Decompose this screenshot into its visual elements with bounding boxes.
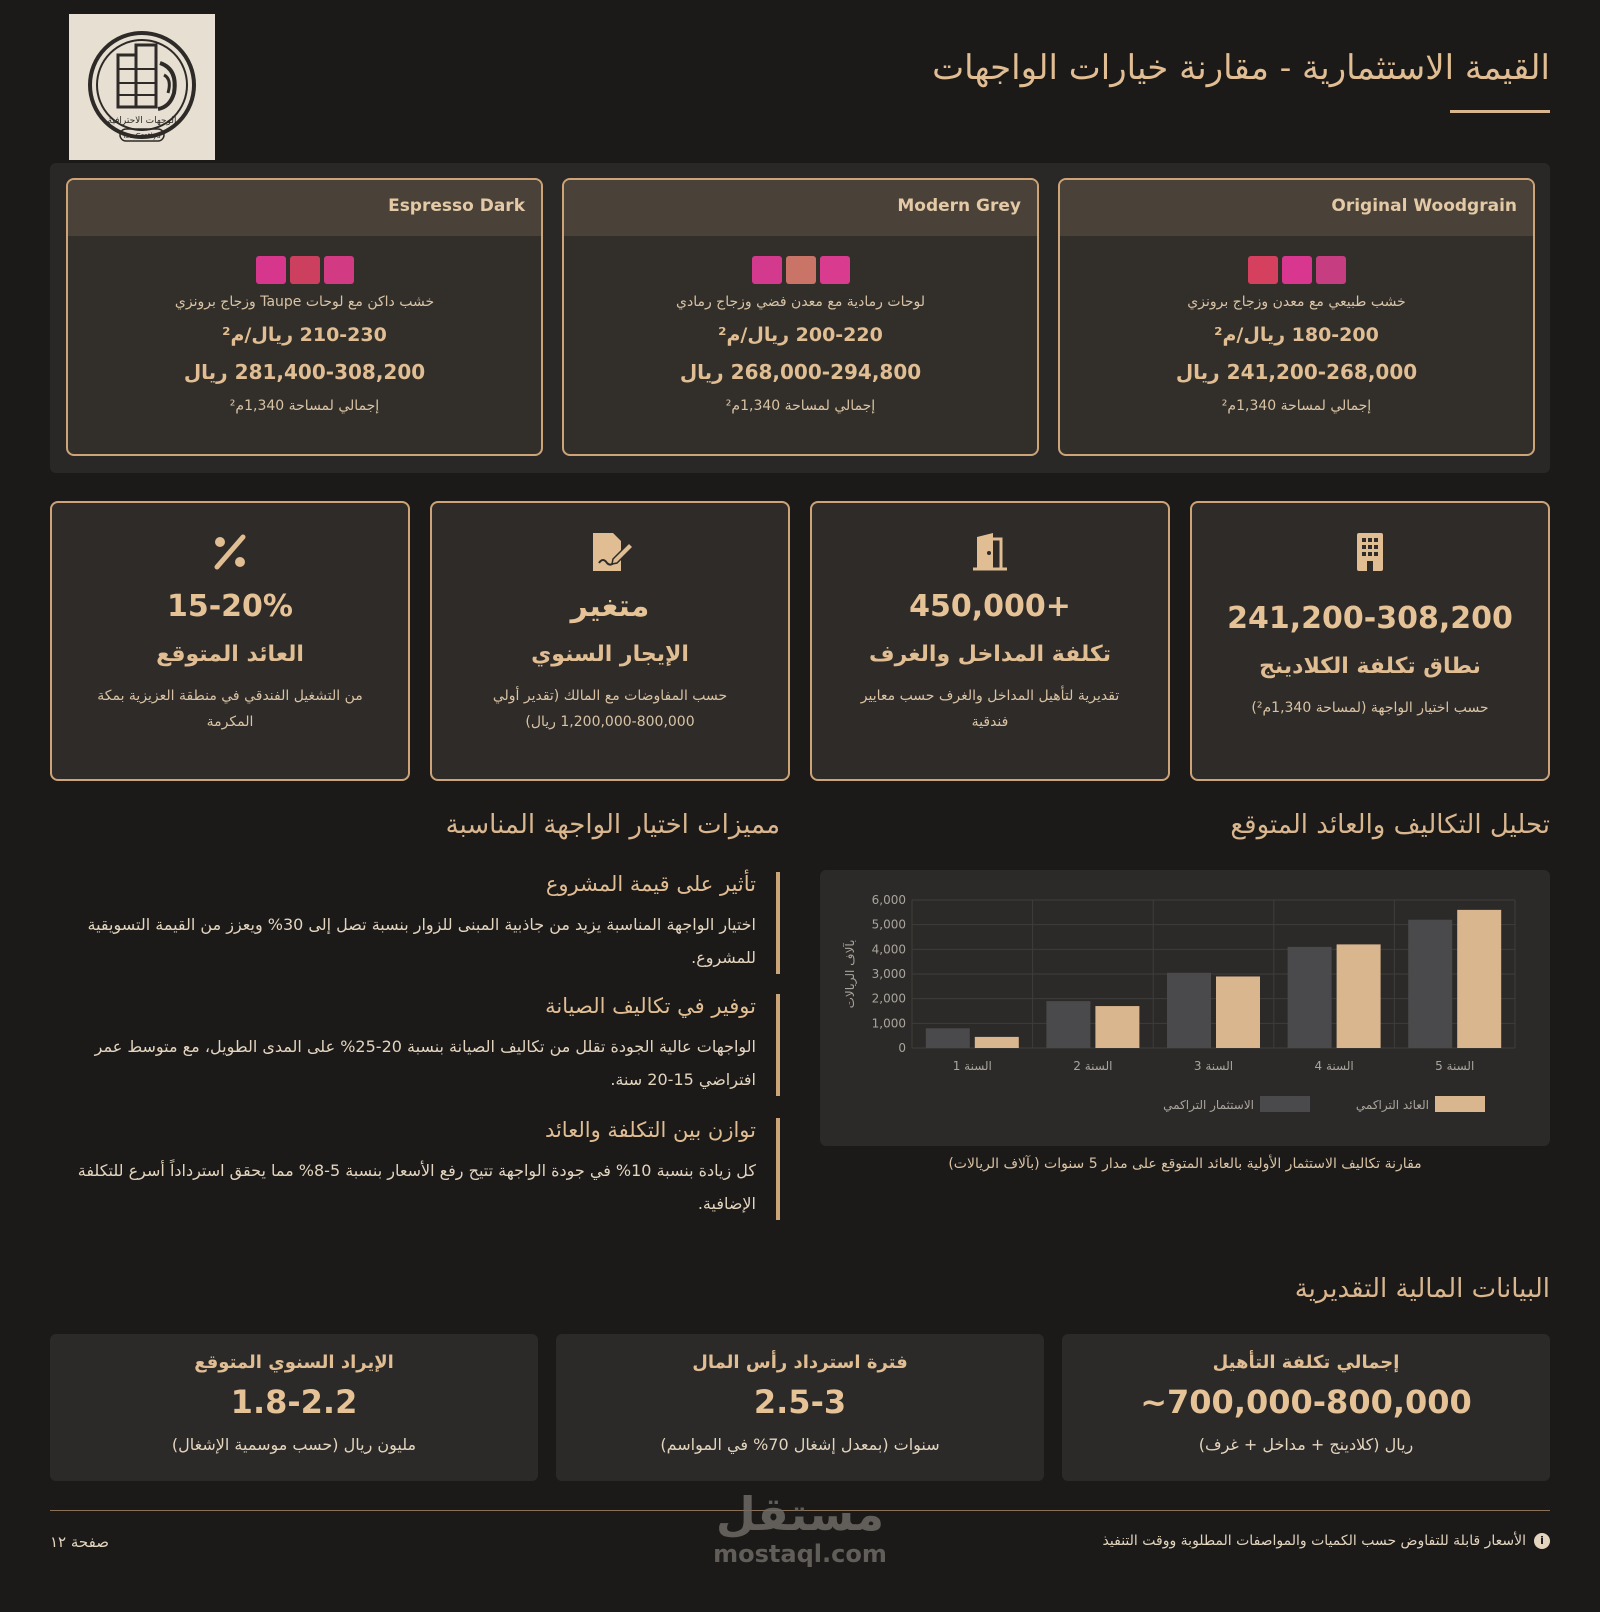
title-underline: [1450, 110, 1550, 113]
y-axis-label: بآلاف الريالات: [843, 939, 857, 1009]
kpi-value: متغير: [570, 589, 650, 624]
fin-label: فترة استرداد رأس المال: [692, 1352, 908, 1373]
fin-description: سنوات (بمعدل إشغال 70% في المواسم): [660, 1435, 940, 1454]
benefits-title: مميزات اختيار الواجهة المناسبة: [445, 810, 780, 840]
fin-value: 2.5-3: [753, 1383, 847, 1421]
analysis-title: تحليل التكاليف والعائد المتوقع: [1230, 810, 1550, 840]
cost-return-chart: [820, 870, 1550, 1146]
y-tick-label: 0: [898, 1041, 906, 1055]
x-tick-label: السنة 5: [1435, 1059, 1475, 1073]
facade-rate: 200-220 ريال/م²: [718, 324, 883, 346]
y-tick-label: 4,000: [871, 942, 906, 957]
contract-icon: [432, 529, 788, 579]
kpi-expected-return: [50, 501, 410, 781]
bar: [1095, 1006, 1139, 1048]
kpi-description: تقديرية لتأهيل المداخل والغرف حسب معايير فندقية: [860, 688, 1120, 730]
benefit-title: توازن بين التكلفة والعائد: [544, 1118, 756, 1142]
y-tick-label: 2,000: [871, 991, 906, 1006]
legend-label: الاستثمار التراكمي: [1163, 1098, 1254, 1112]
benefit-title: توفير في تكاليف الصيانة: [545, 994, 756, 1018]
bar: [1167, 973, 1211, 1048]
kpi-description: حسب اختيار الواجهة (لمساحة 1,340م²): [1251, 700, 1489, 716]
facade-note: إجمالي لمساحة 1,340م²: [229, 398, 380, 414]
legend-swatch: [1435, 1096, 1485, 1112]
kpi-label: تكلفة المداخل والغرف: [869, 642, 1111, 667]
watermark-url: mostaql.com: [713, 1540, 887, 1568]
facade-name: Modern Grey: [564, 180, 1037, 236]
benefit-text: الواجهات عالية الجودة تقلل من تكاليف الصيانة بنسبة 20-25% على المدى الطويل، مع متوسط عمر افتراضي 15-20 سنة.: [94, 1037, 756, 1089]
facade-description: خشب طبيعي مع معدن وزجاج برونزي: [1187, 294, 1406, 310]
color-swatches: [68, 256, 541, 284]
color-swatch: [1248, 256, 1278, 284]
benefit-item: [60, 994, 780, 1096]
fin-description: مليون ريال (حسب موسمية الإشغال): [171, 1435, 417, 1454]
chart-caption: مقارنة تكاليف الاستثمار الأولية بالعائد المتوقع على مدار 5 سنوات (بآلاف الريالات): [948, 1156, 1422, 1172]
kpi-value: 241,200-308,200: [1227, 601, 1513, 636]
legend-swatch: [1260, 1096, 1310, 1112]
kpi-value: +450,000: [909, 589, 1071, 624]
svg-text:iso Gretlys: iso Gretlys: [123, 132, 161, 140]
fin-description: ريال (كلادينج + مداخل + غرف): [1198, 1435, 1414, 1454]
color-swatch: [290, 256, 320, 284]
color-swatch: [256, 256, 286, 284]
benefit-text: كل زيادة بنسبة 10% في جودة الواجهة تتيح رفع الأسعار بنسبة 5-8% مما يحقق استرداداً أسرع للتكلفة الإضافية.: [77, 1161, 756, 1213]
svg-text:الوجهات الاحترافية: الوجهات الاحترافية: [107, 116, 177, 126]
kpi-entrances-cost: [810, 501, 1170, 781]
watermark-arabic: مستقل: [715, 1487, 885, 1541]
bar: [1337, 944, 1381, 1048]
fin-card-annual-revenue: [50, 1334, 538, 1481]
x-tick-label: السنة 2: [1073, 1059, 1113, 1073]
watermark: [700, 1488, 900, 1568]
kpi-label: الإيجار السنوي: [531, 642, 689, 667]
company-logo: [69, 14, 215, 160]
footer-note: [1103, 1533, 1550, 1549]
bar: [1457, 910, 1501, 1048]
y-tick-label: 1,000: [871, 1016, 906, 1031]
facade-total: 268,000-294,800 ريال: [679, 360, 922, 384]
kpi-cladding-cost: [1190, 501, 1550, 781]
color-swatch: [1282, 256, 1312, 284]
door-icon: [812, 529, 1168, 579]
info-icon: i: [1534, 1533, 1550, 1549]
benefit-item: [60, 1118, 780, 1220]
percent-icon: [52, 529, 408, 579]
page-title: القيمة الاستثمارية - مقارنة خيارات الواجهات: [932, 48, 1550, 88]
building-icon: [1192, 529, 1548, 579]
logo-emblem: [80, 25, 204, 149]
financial-title: البيانات المالية التقديرية: [1294, 1274, 1550, 1304]
kpi-description: حسب المفاوضات مع المالك (تقدير أولي 800,000-1,200,000 ريال): [492, 688, 728, 730]
bar-chart: [820, 870, 1550, 1146]
fin-card-total-cost: [1062, 1334, 1550, 1481]
kpi-annual-rent: [430, 501, 790, 781]
kpi-label: نطاق تكلفة الكلادينج: [1259, 654, 1481, 679]
y-tick-label: 3,000: [871, 967, 906, 981]
page-number: صفحة ١٢: [50, 1533, 109, 1551]
color-swatches: [1060, 256, 1533, 284]
kpi-value: 15-20%: [166, 589, 293, 624]
facade-name: Espresso Dark: [68, 180, 541, 236]
bar: [1408, 920, 1452, 1048]
facade-card-espresso-dark: [66, 178, 543, 456]
benefit-title: تأثير على قيمة المشروع: [545, 872, 756, 896]
facade-rate: 210-230 ريال/م²: [222, 324, 387, 346]
x-tick-label: السنة 4: [1314, 1059, 1354, 1073]
facade-card-woodgrain: [1058, 178, 1535, 456]
x-tick-label: السنة 3: [1193, 1059, 1234, 1073]
kpi-description: من التشغيل الفندقي في منطقة العزيزية بمكة المكرمة: [97, 688, 363, 730]
facade-description: خشب داكن مع لوحات Taupe وزجاج برونزي: [174, 294, 435, 310]
kpi-label: العائد المتوقع: [156, 642, 304, 667]
x-tick-label: السنة 1: [952, 1059, 992, 1073]
bar: [1288, 947, 1332, 1048]
facade-description: لوحات رمادية مع معدن فضي وزجاج رمادي: [676, 294, 925, 310]
bar: [975, 1037, 1019, 1048]
facade-total: 281,400-308,200 ريال: [183, 360, 426, 384]
facade-rate: 180-200 ريال/م²: [1214, 324, 1379, 346]
fin-card-payback: [556, 1334, 1044, 1481]
fin-label: الإيراد السنوي المتوقع: [194, 1352, 394, 1373]
color-swatch: [786, 256, 816, 284]
legend-label: العائد التراكمي: [1355, 1098, 1429, 1112]
fin-value: 1.8-2.2: [230, 1383, 358, 1421]
benefit-item: [60, 872, 780, 974]
fin-label: إجمالي تكلفة التأهيل: [1212, 1352, 1400, 1373]
color-swatch: [752, 256, 782, 284]
facade-card-modern-grey: [562, 178, 1039, 456]
y-tick-label: 5,000: [871, 917, 906, 932]
facade-name: Original Woodgrain: [1060, 180, 1533, 236]
color-swatch: [324, 256, 354, 284]
color-swatch: [1316, 256, 1346, 284]
footer-note-text: الأسعار قابلة للتفاوض حسب الكميات والمواصفات المطلوبة ووقت التنفيذ: [1102, 1533, 1526, 1549]
facade-note: إجمالي لمساحة 1,340م²: [725, 398, 876, 414]
y-tick-label: 6,000: [871, 893, 906, 907]
facade-options-panel: [50, 163, 1550, 473]
bar: [1046, 1001, 1090, 1048]
color-swatches: [564, 256, 1037, 284]
benefit-text: اختيار الواجهة المناسبة يزيد من جاذبية المبنى للزوار بنسبة تصل إلى 30% ويعزز من القيمة التسويقية للمشروع.: [87, 915, 756, 967]
color-swatch: [820, 256, 850, 284]
bar: [926, 1028, 970, 1048]
facade-note: إجمالي لمساحة 1,340م²: [1221, 398, 1372, 414]
fin-value: ~700,000-800,000: [1140, 1383, 1472, 1421]
facade-total: 241,200-268,000 ريال: [1175, 360, 1418, 384]
bar: [1216, 976, 1260, 1048]
